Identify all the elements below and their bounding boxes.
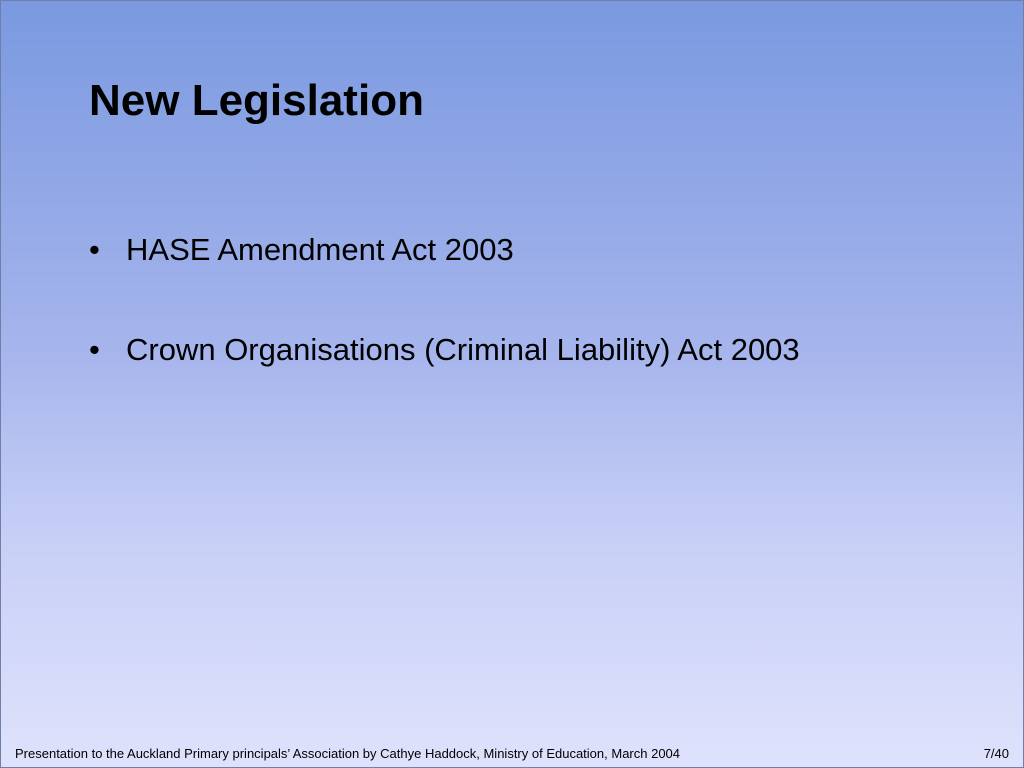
bullet-list <box>89 225 800 375</box>
bullet-text: Crown Organisations (Criminal Liability) Act 2003 <box>126 332 800 367</box>
slide-footer <box>15 746 1009 762</box>
bullet-item <box>89 225 800 275</box>
bullet-icon: • <box>89 332 100 367</box>
slide-title: New Legislation <box>89 76 424 125</box>
page-number: 7/40 <box>983 746 1009 761</box>
bullet-item <box>89 325 800 375</box>
footer-text: Presentation to the Auckland Primary principals’ Association by Cathye Haddock, Ministry of Education, March 2004 <box>15 746 681 761</box>
bullet-text: HASE Amendment Act 2003 <box>126 232 514 267</box>
bullet-icon: • <box>89 232 100 267</box>
